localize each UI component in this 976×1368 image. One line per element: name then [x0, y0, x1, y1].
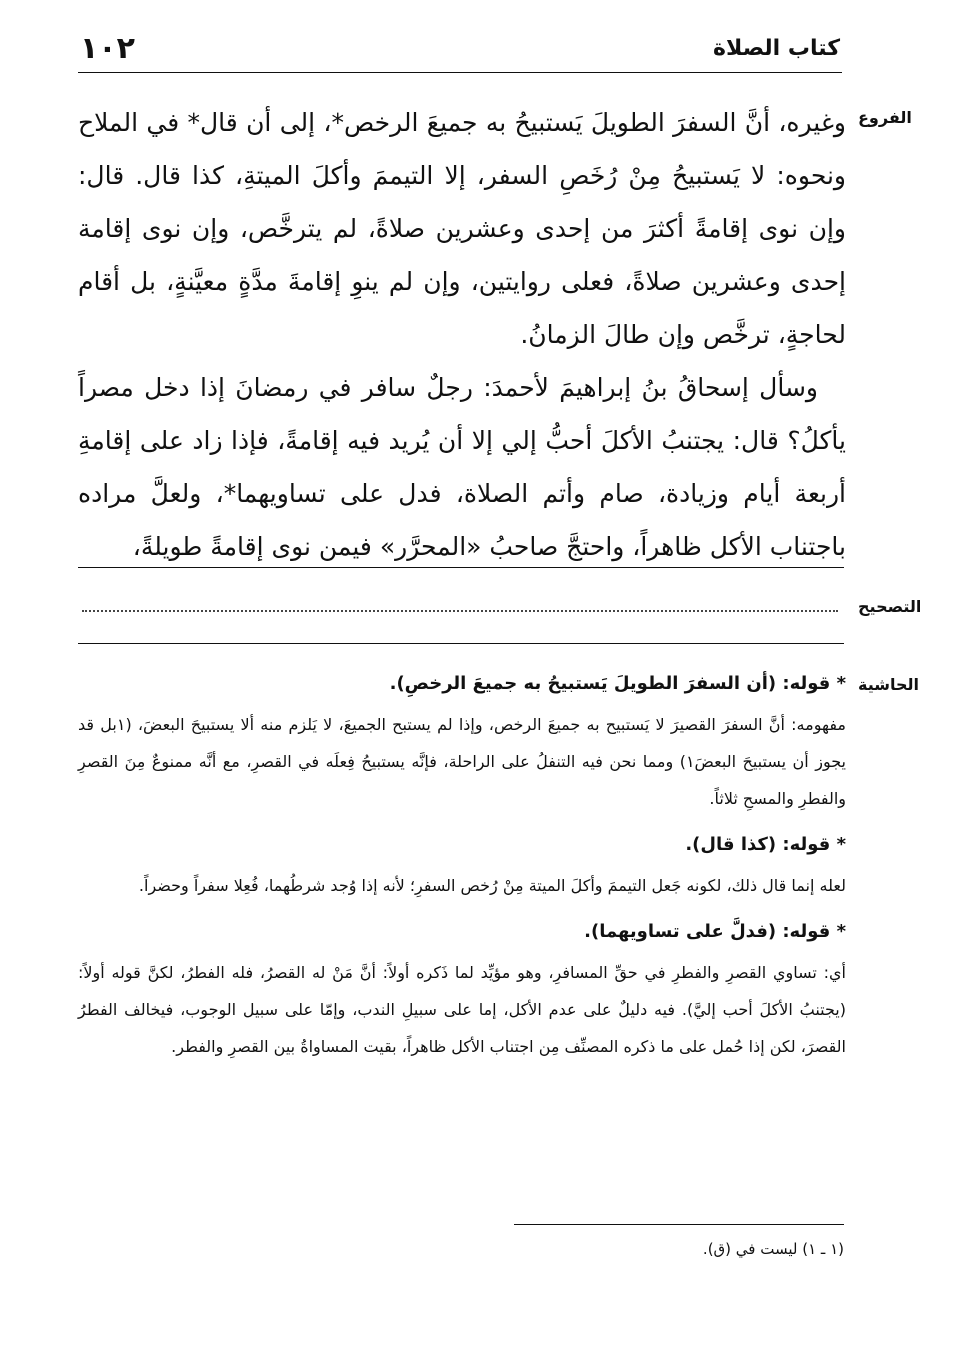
page-number: ١٠٢: [80, 30, 135, 66]
comment-body: لعله إنما قال ذلك، لكونه جَعل التيممَ وأكلَ الميتة مِنْ رُخص السفرِ؛ لأنه إذا وُجد شرطُهما، فُعِلا سفراً وحضراً.: [138, 876, 846, 895]
main-text: [78, 96, 846, 573]
label-hashiya: الحاشية: [858, 675, 919, 694]
comment-block: [78, 662, 846, 817]
section-rule: [78, 567, 844, 568]
footnote: (١ ـ ١) ليست في (ق).: [702, 1240, 844, 1258]
label-correction: التصحيح: [858, 597, 922, 616]
comment-heading: * قوله: (كذا قال).: [685, 834, 846, 855]
comment-body: مفهومه: أنَّ السفرَ القصيرَ لا يَستبيح به جميعَ الرخص، وإذا لم يستبح الجميعَ، لا يَلزم منه ألا يستبيحَ البعضَ، (١بل قد يجوز أن يستبيحَ البعضَ١) ومما نحن فيه التنفلُ على الراحلة، فإنَّه يستبيحُ فِعلَه في القصرِ، مع أنَّه ممنوعٌ مِنَ القصرِ والفطرِ والمسحِ ثلاثاً.: [78, 715, 847, 808]
comment-block: [78, 823, 846, 904]
comment-block: [78, 910, 846, 1065]
correction-dotted-line: [82, 610, 838, 612]
page-header: [80, 28, 840, 68]
hashiya-section: [78, 662, 846, 1071]
comment-heading: * قوله: (فدلَّ على تساويهما).: [584, 921, 846, 942]
header-rule: [78, 72, 842, 73]
main-paragraph: وسأل إسحاقُ بنُ إبراهيمَ لأحمدَ: رجلٌ سافر في رمضانَ إذا دخل مصراً يأكلُ؟ قال: يجتنبُ الأكلَ أحبُّ إلي إلا أن يُريد فيه إقامةً، فإذا زاد على إقامةِ أربعة أيام وزيادة، صام وأتم الصلاة، فدل على تساويهما*، ولعلَّ مراده باجتناب الأكل ظاهراً، واحتجَّ صاحبُ «المحرَّر» فيمن نوى إقامةً طويلةً،: [78, 373, 846, 561]
comment-heading: * قوله: (أن السفرَ الطويلَ يَستبيحُ به جميعَ الرخصِ).: [389, 673, 846, 694]
main-paragraph: وغيره، أنَّ السفرَ الطويلَ يَستبيحُ به جميعَ الرخص*، إلى أن قال* في الملاح ونحوه: لا يَستبيحُ مِنْ رُخَصِ السفر، إلا التيممَ وأكلَ الميتةِ، كذا قال. قال: وإن نوى إقامةً أكثرَ من إحدى وعشرين صلاةً، لم يترخَّص، وإن نوى إقامة إحدى وعشرين صلاةً، فعلى روايتين، وإن لم ينوِ إقامةَ مدَّةٍ معيَّنةٍ، بل أقام لحاجةٍ، ترخَّص وإن طالَ الزمانُ.: [78, 108, 846, 349]
section-rule: [78, 643, 844, 644]
footnote-rule: [514, 1224, 844, 1225]
book-title: كتاب الصلاة: [713, 35, 840, 61]
label-main: الفروع: [858, 108, 912, 127]
comment-body: أي: تساوي القصرِ والفطرِ في حقِّ المسافرِ، وهو مؤيِّد لما ذَكره أولاً: أنَّ مَنْ له القصرُ، فله الفطرُ، لكنَّ قوله أولاً: (يجتنبُ الأكلَ أحب إليَّ). فيه دليلٌ على عدم الأكل، إما على سبيلِ الندب، وإمّا على سبيل الوجوب، فيخالف الفطرُ القصرَ، لكن إذا حُمل على ما ذكره المصنِّف مِن اجتناب الأكل ظاهراً، بقيت المساواةُ بين القصرِ والفطر.: [78, 963, 846, 1056]
